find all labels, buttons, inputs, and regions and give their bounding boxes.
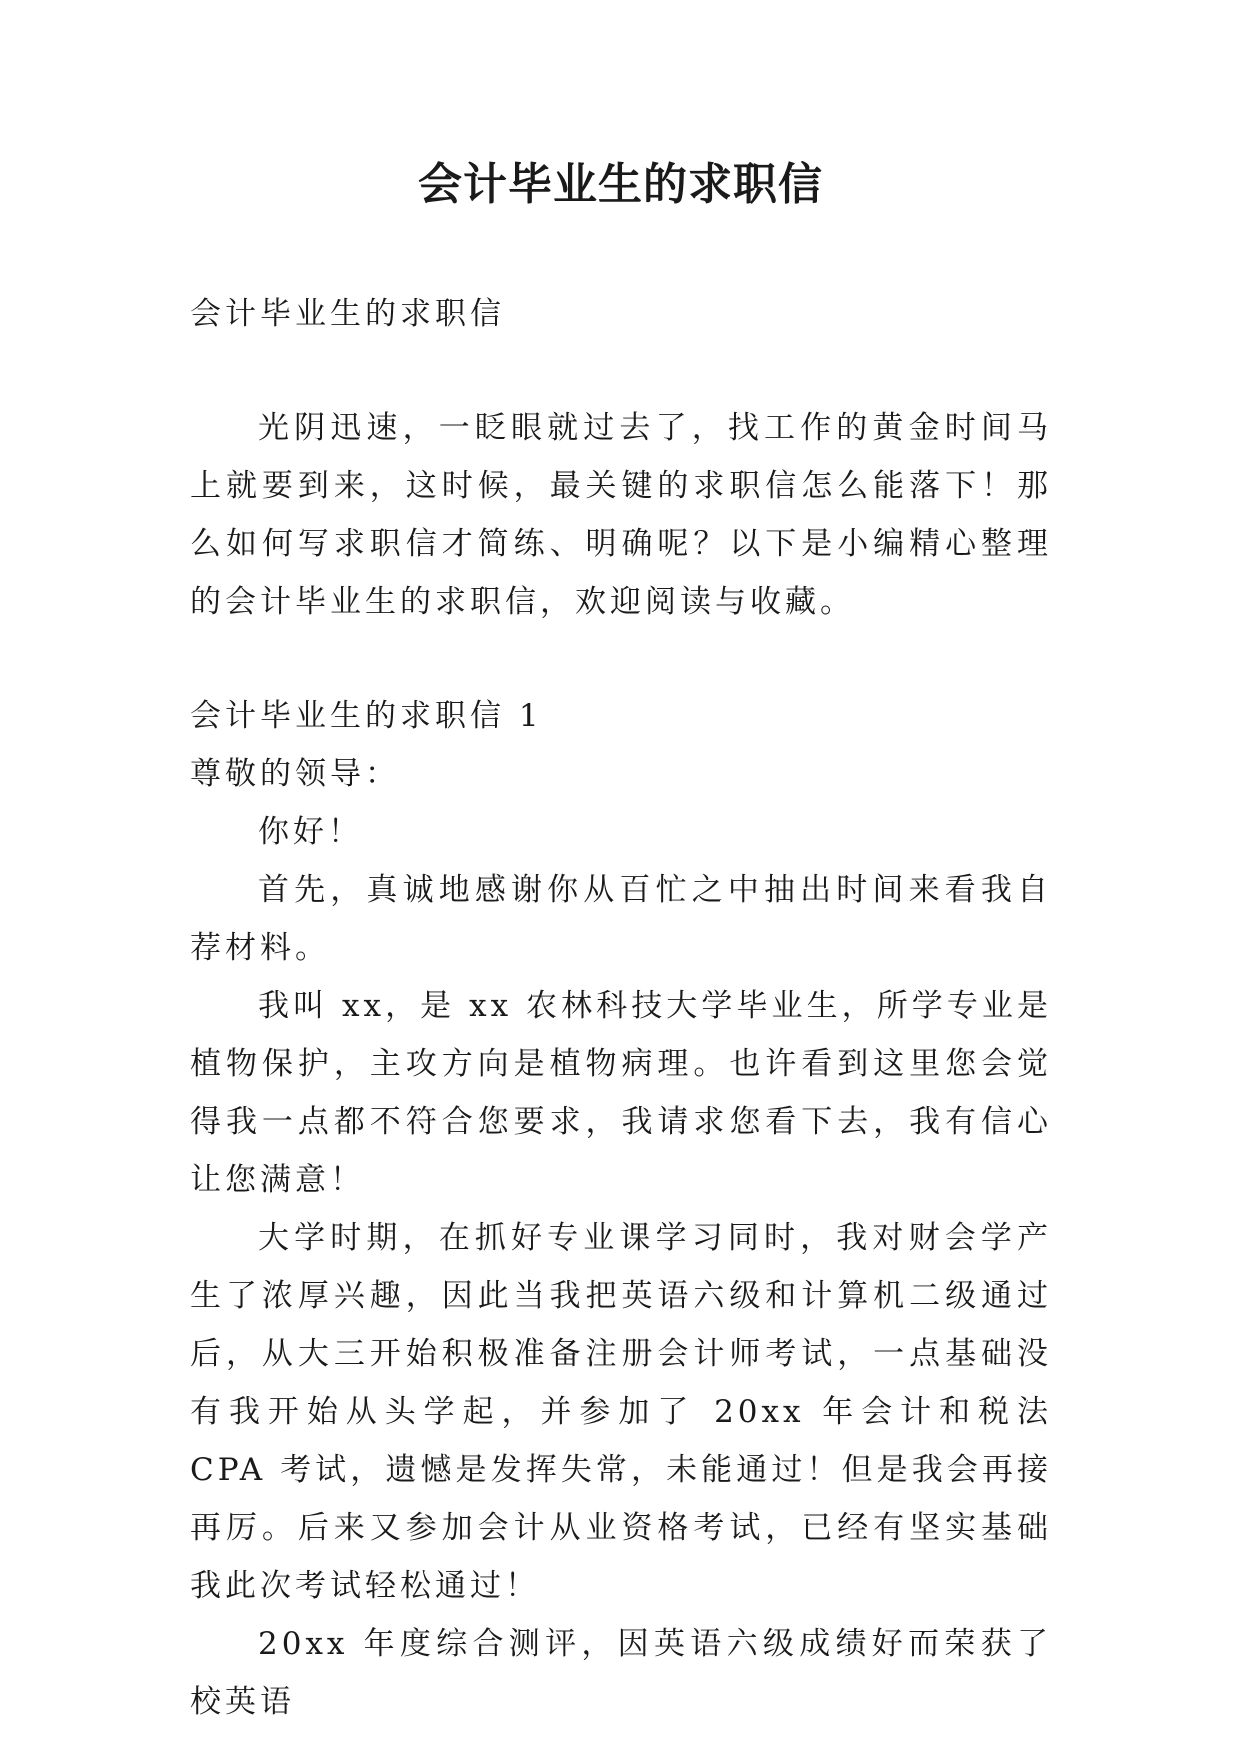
letter-paragraph: 20xx 年度综合测评，因英语六级成绩好而荣获了校英语 xyxy=(190,1626,1052,1720)
document-subtitle: 会计毕业生的求职信 xyxy=(190,296,505,332)
letter-greeting: 你好！ xyxy=(258,814,363,850)
letter-paragraph: 大学时期，在抓好专业课学习同时，我对财会学产生了浓厚兴趣，因此当我把英语六级和计算机二级通过后，从大三开始积极准备注册会计师考试，一点基础没有我开始从头学起，并参加了 20xx 年会计和税法 CPA 考试，遗憾是发挥失常，未能通过！但是我会再接再厉。后来又参加会计从业资格考试，已经有坚实基础我此次考试轻松通过！ xyxy=(190,1220,1052,1604)
document-title: 会计毕业生的求职信 xyxy=(418,159,823,210)
intro-paragraph: 光阴迅速，一眨眼就过去了，找工作的黄金时间马上就要到来，这时候，最关键的求职信怎么能落下！那么如何写求职信才简练、明确呢？以下是小编精心整理的会计毕业生的求职信，欢迎阅读与收藏。 xyxy=(190,410,1052,620)
letter-paragraph: 首先，真诚地感谢你从百忙之中抽出时间来看我自荐材料。 xyxy=(190,872,1052,966)
document-body xyxy=(190,285,1052,1731)
letter-salutation: 尊敬的领导： xyxy=(190,756,400,792)
letter-heading: 会计毕业生的求职信 1 xyxy=(190,698,543,734)
letter-paragraph: 我叫 xx，是 xx 农林科技大学毕业生，所学专业是植物保护，主攻方向是植物病理。也许看到这里您会觉得我一点都不符合您要求，我请求您看下去，我有信心让您满意！ xyxy=(190,988,1052,1198)
